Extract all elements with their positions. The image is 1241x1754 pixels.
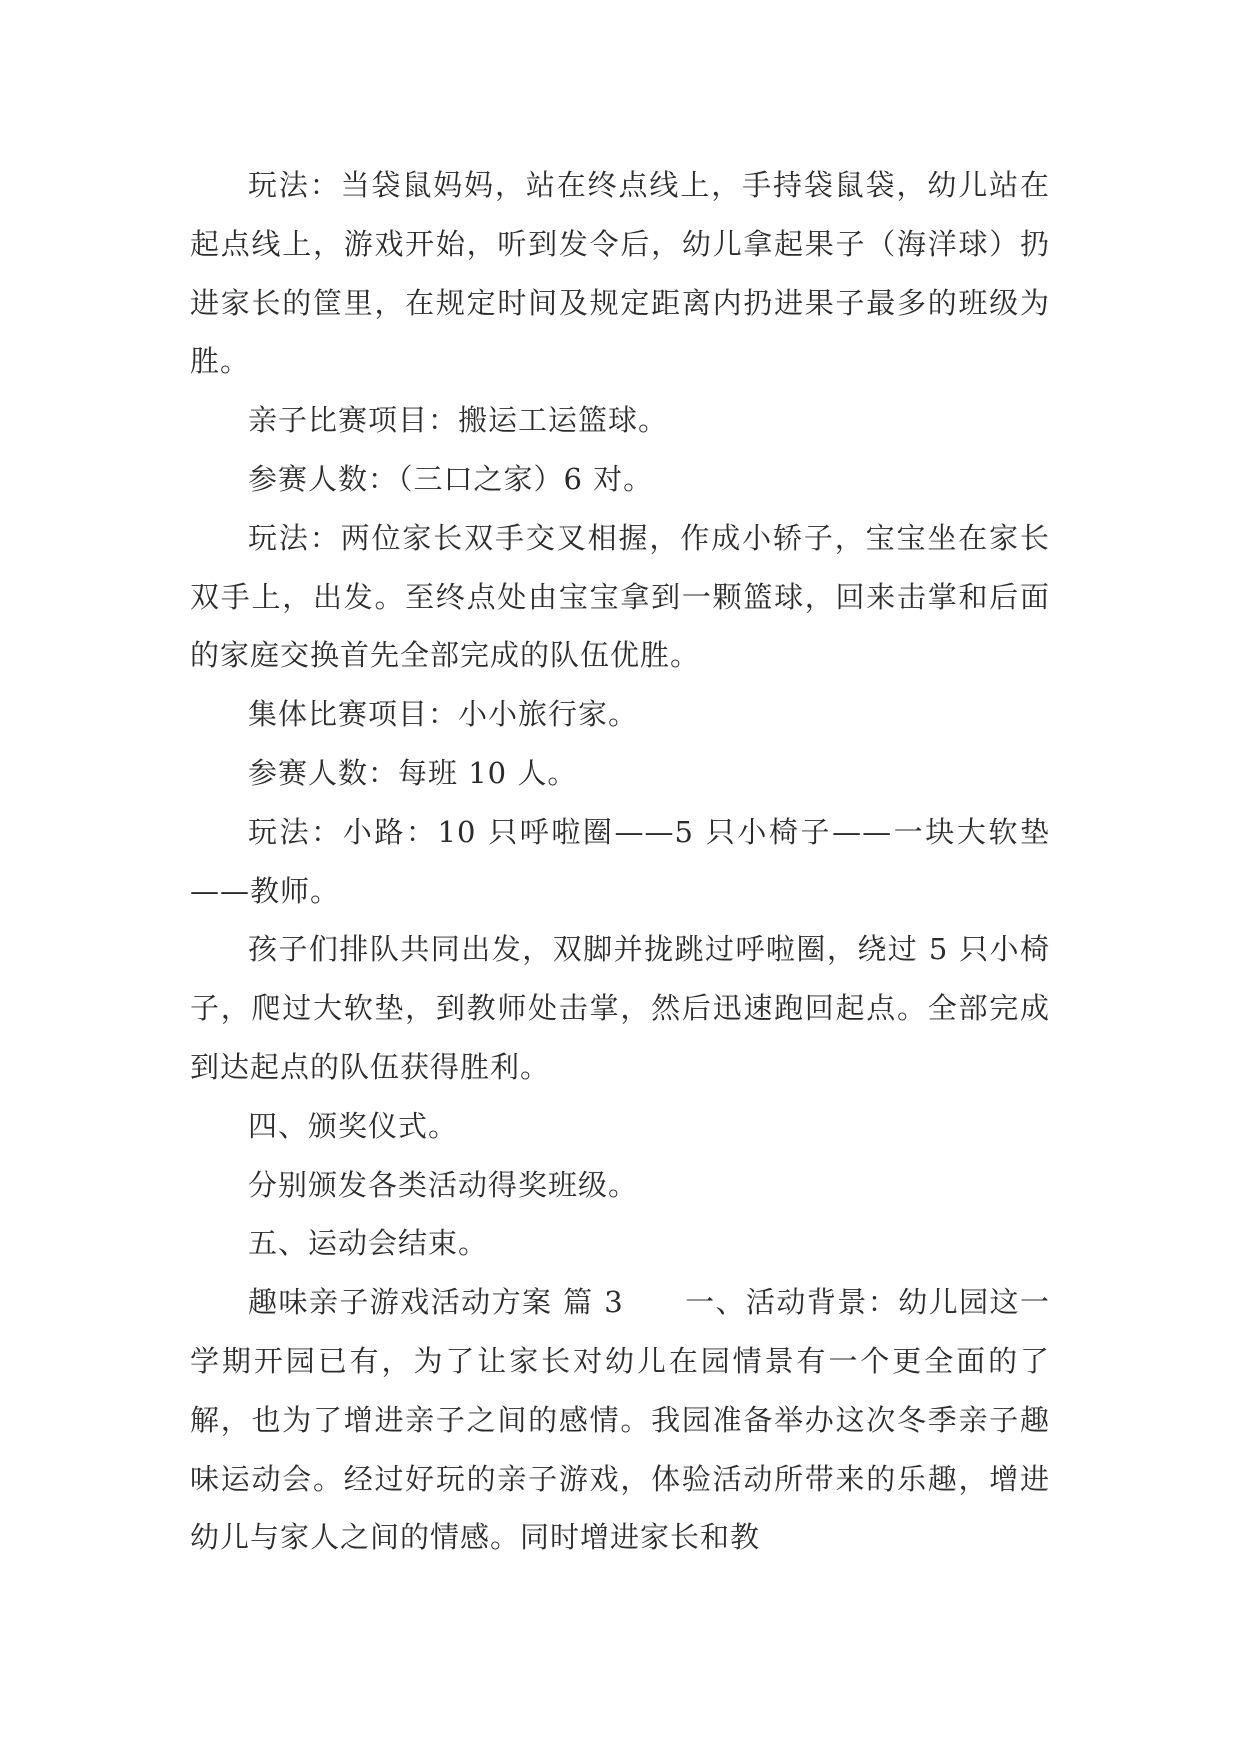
paragraph-closing-heading: 五、运动会结束。 — [248, 1226, 489, 1261]
paragraph-basketball-event: 亲子比赛项目：搬运工运篮球。 — [248, 403, 669, 438]
paragraph-kangaroo-rules: 玩法：当袋鼠妈妈，站在终点线上，手持袋鼠袋，幼儿站在起点线上，游戏开始，听到发令后，幼儿拿起果子（海洋球）扔进家长的筐里，在规定时间及规定距离内扔进果子最多的班级为胜。 — [190, 168, 1050, 379]
paragraph-traveler-rules: 孩子们排队共同出发，双脚并拢跳过呼啦圈，绕过 5 只小椅子，爬过大软垫，到教师处击掌，然后迅速跑回起点。全部完成到达起点的队伍获得胜利。 — [190, 932, 1050, 1084]
paragraph-awards-heading: 四、颁奖仪式。 — [248, 1108, 459, 1143]
paragraph-basketball-rules: 玩法：两位家长双手交叉相握，作成小轿子，宝宝坐在家长双手上，出发。至终点处由宝宝拿到一颗篮球，回来击掌和后面的家庭交换首先全部完成的队伍优胜。 — [190, 520, 1050, 673]
paragraph-plan-3-background: 趣味亲子游戏活动方案 篇 3 一、活动背景：幼儿园这一学期开园已有，为了让家长对幼儿在园情景有一个更全面的了解，也为了增进亲子之间的感情。我园准备举办这次冬季亲子趣味运动会。经过好玩的亲子游戏，体验活动所带来的乐趣，增进幼儿与家人之间的情感。同时增进家长和教 — [190, 1285, 1050, 1555]
paragraph-traveler-route: 玩法：小路：10 只呼啦圈——5 只小椅子——一块大软垫——教师。 — [190, 814, 1050, 908]
document-body — [190, 156, 1050, 1567]
paragraph-traveler-event: 集体比赛项目：小小旅行家。 — [248, 697, 639, 732]
paragraph-awards-detail: 分别颁发各类活动得奖班级。 — [248, 1167, 639, 1202]
paragraph-traveler-participants: 参赛人数：每班 10 人。 — [248, 755, 578, 790]
paragraph-basketball-participants: 参赛人数：（三口之家）6 对。 — [248, 461, 654, 496]
